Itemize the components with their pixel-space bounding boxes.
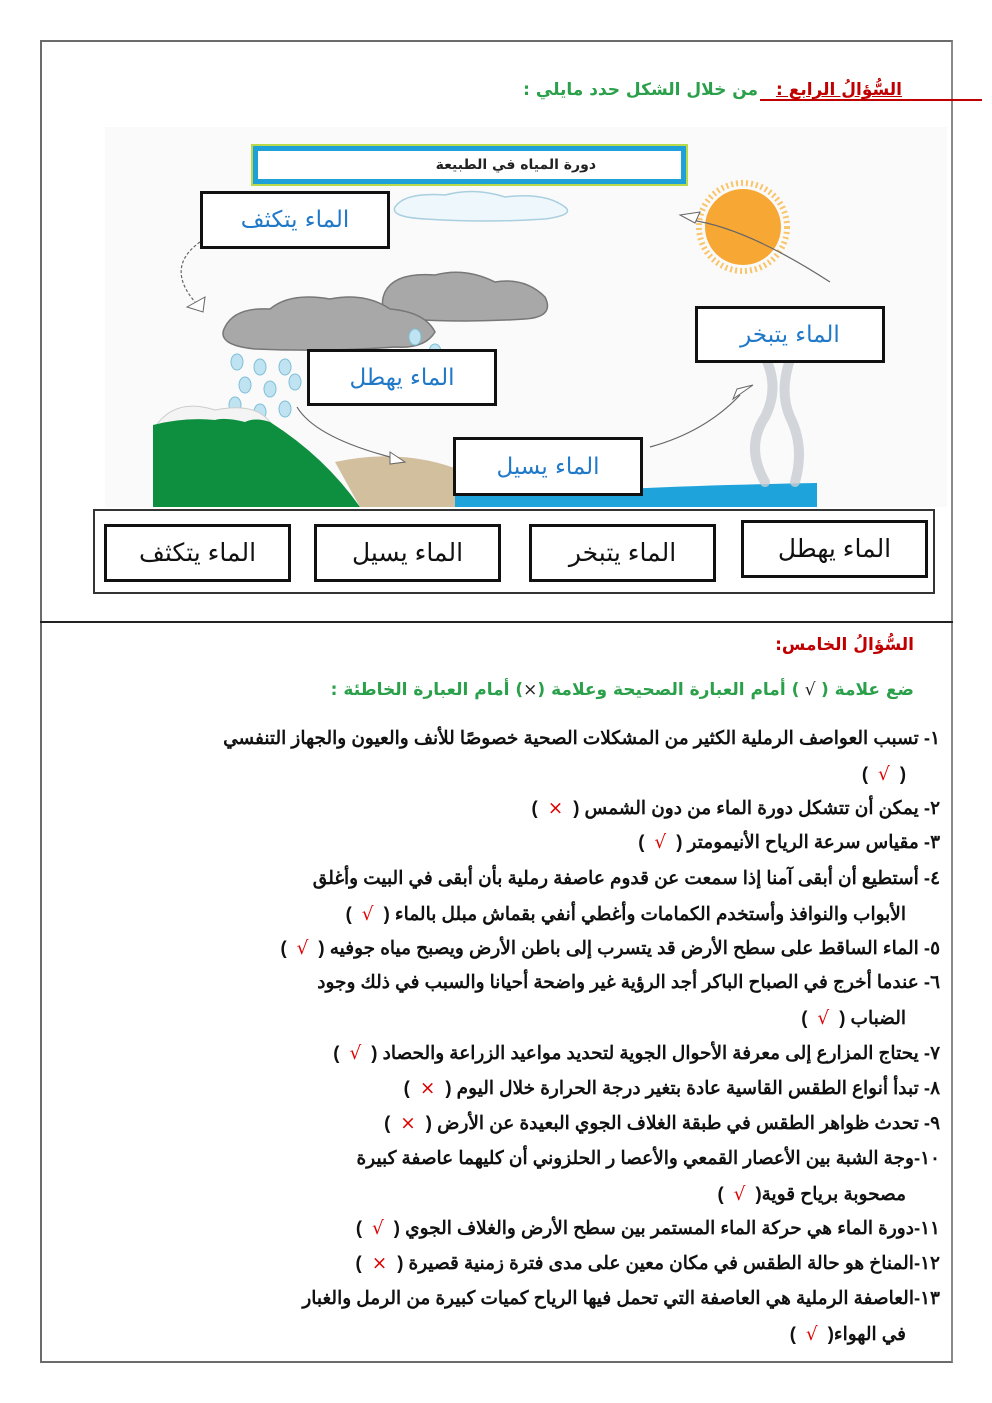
statement-text: وجة الشبة بين الأعصار القمعي والأعصا ر الحلزوني أن كليهما عاصفة كبيرة xyxy=(356,1147,914,1168)
statement-4: ٤- أستطيع أن أبقى آمنا إذا سمعت عن قدوم عاصفة رملية بأن أبقى في البيت وأغلق الأبواب والنوافذ وأستخدم الكمامات وأغطي أنفي بقماش مبلل بالماء (√) xyxy=(313,860,940,933)
arrow-runoff-icon xyxy=(297,407,390,457)
statement-text: مقياس سرعة الرياح الأنيمومتر xyxy=(687,831,919,852)
statement-text: يحتاج المزارع إلى معرفة الأحوال الجوية لتحديد مواعيد الزراعة والحصاد xyxy=(382,1042,919,1063)
word-option-runoff[interactable]: الماء يسيل xyxy=(314,524,501,582)
statement-text: أستطيع أن أبقى آمنا إذا سمعت عن قدوم عاصفة رملية بأن أبقى في البيت وأغلق xyxy=(312,867,919,888)
statement-12: ١٢-المناخ هو حالة الطقس في مكان معين على مدى فترة زمنية قصيرة (×) xyxy=(356,1245,940,1282)
statement-number: ٧- xyxy=(923,1042,940,1063)
light-cloud-icon xyxy=(394,191,567,221)
answer-mark[interactable]: √ xyxy=(361,904,374,925)
statement-number: ١٢- xyxy=(913,1252,940,1273)
statement-text-continued: في الهواء xyxy=(833,1323,906,1344)
diagram-title: دورة المياه في الطبيعة xyxy=(253,146,686,184)
statement-number: ١١- xyxy=(913,1217,940,1238)
question-4-prompt: من خلال الشكل حدد مايلي : xyxy=(523,80,759,100)
statement-text-continued: الأبواب والنوافذ وأستخدم الكمامات وأغطي أنفي بقماش مبلل بالماء xyxy=(394,903,906,924)
question-4-label: السُّؤالُ الرابع : xyxy=(776,80,902,100)
label-condensation: الماء يتكثف xyxy=(200,191,390,249)
statement-number: ٣- xyxy=(923,831,940,852)
answer-mark[interactable]: √ xyxy=(817,1008,830,1029)
word-option-precipitation[interactable]: الماء يهطل xyxy=(741,520,928,578)
label-precipitation: الماء يهطل xyxy=(307,349,497,406)
statement-11: ١١-دورة الماء هي حركة الماء المستمر بين سطح الأرض والغلاف الجوي (√) xyxy=(356,1210,940,1247)
statement-8: ٨- تبدأ أنواع الطقس القاسية عادة بتغير درجة الحرارة خلال اليوم (×) xyxy=(404,1070,940,1107)
statement-text: تسبب العواصف الرملية الكثير من المشكلات الصحية خصوصًا للأنف والعيون والجهاز التنفسي xyxy=(223,727,919,748)
section-divider xyxy=(40,621,953,623)
statement-13: ١٣-العاصفة الرملية هي العاصفة التي تحمل فيها الرياح كميات كبيرة من الرمل والغبار في الهواء(√) xyxy=(302,1280,940,1353)
statement-number: ٤- xyxy=(923,867,940,888)
mountain-icon xyxy=(153,406,360,507)
statement-text: الماء الساقط على سطح الأرض قد يتسرب إلى باطن الأرض ويصبح مياه جوفيه xyxy=(329,937,919,958)
answer-mark[interactable]: √ xyxy=(296,938,309,959)
word-bank xyxy=(93,509,935,594)
statement-answer-line: (√) xyxy=(861,763,906,785)
word-option-evaporation[interactable]: الماء يتبخر xyxy=(529,524,716,582)
statement-3: ٣- مقياس سرعة الرياح الأنيمومتر (√) xyxy=(638,824,940,861)
statement-6: ٦- عندما أخرج في الصباح الباكر أجد الرؤية غير واضحة أحيانا والسبب في ذلك وجود الضباب (√) xyxy=(317,964,940,1037)
statement-9: ٩- تحدث ظواهر الطقس في طبقة الغلاف الجوي البعيدة عن الأرض (×) xyxy=(384,1105,940,1142)
statement-text: يمكن أن تتشكل دورة الماء من دون الشمس xyxy=(584,797,919,818)
statement-text: المناخ هو حالة الطقس في مكان معين على مدى فترة زمنية قصيرة xyxy=(408,1252,914,1273)
statement-text-continued: مصحوبة برياح قوية xyxy=(761,1183,906,1204)
statement-text: تحدث ظواهر الطقس في طبقة الغلاف الجوي البعيدة عن الأرض xyxy=(437,1112,919,1133)
answer-mark[interactable]: × xyxy=(547,798,564,819)
question-5-instruction xyxy=(331,680,914,700)
statement-number: ١- xyxy=(923,727,940,748)
statement-number: ٨- xyxy=(923,1077,940,1098)
instruction-text: ) أمام العبارة الخاطئة : xyxy=(330,680,524,700)
water-cycle-diagram xyxy=(105,127,947,507)
sun-icon xyxy=(699,183,787,271)
arrow-rise-icon xyxy=(650,395,740,447)
statement-number: ٢- xyxy=(923,797,940,818)
statement-number: ٥- xyxy=(923,937,940,958)
answer-mark[interactable]: × xyxy=(400,1113,416,1134)
word-option-condensation[interactable]: الماء يتكثف xyxy=(104,524,291,582)
statement-5: ٥- الماء الساقط على سطح الأرض قد يتسرب إلى باطن الأرض ويصبح مياه جوفيه (√) xyxy=(280,930,940,967)
cross-symbol: × xyxy=(523,680,538,700)
arrow-condensation-icon xyxy=(181,242,200,302)
statement-number: ١٠- xyxy=(913,1147,940,1168)
statement-text: دورة الماء هي حركة الماء المستمر بين سطح الأرض والغلاف الجوي xyxy=(405,1217,914,1238)
statement-number: ٩- xyxy=(923,1112,940,1133)
statement-10: ١٠-وجة الشبة بين الأعصار القمعي والأعصا ر الحلزوني أن كليهما عاصفة كبيرة مصحوبة برياح قوية(√) xyxy=(357,1140,940,1213)
question-4-header xyxy=(523,80,902,100)
answer-mark[interactable]: √ xyxy=(805,1324,818,1345)
answer-mark[interactable]: √ xyxy=(733,1184,746,1205)
label-runoff: الماء يسيل xyxy=(453,437,643,496)
answer-mark[interactable]: √ xyxy=(349,1043,362,1064)
statement-text: العاصفة الرملية هي العاصفة التي تحمل فيها الرياح كميات كبيرة من الرمل والغبار xyxy=(302,1287,914,1308)
statement-1 xyxy=(223,720,940,793)
statement-text-continued: الضباب xyxy=(850,1007,906,1028)
check-symbol: √ xyxy=(799,680,821,700)
answer-mark[interactable]: √ xyxy=(371,1218,384,1239)
instruction-text: ضع علامة ( xyxy=(820,680,914,700)
answer-mark[interactable]: √ xyxy=(654,832,667,853)
steam-icon xyxy=(755,347,799,482)
statement-number: ٦- xyxy=(923,971,940,992)
statement-text: عندما أخرج في الصباح الباكر أجد الرؤية غير واضحة أحيانا والسبب في ذلك وجود xyxy=(317,971,919,992)
label-evaporation: الماء يتبخر xyxy=(695,306,885,363)
statement-number: ١٣- xyxy=(913,1287,940,1308)
instruction-text: ) أمام العبارة الصحيحة وعلامة ( xyxy=(537,680,800,700)
answer-mark[interactable]: × xyxy=(371,1253,388,1274)
question-5-label: السُّؤالُ الخامس: xyxy=(775,635,914,655)
statement-2: ٢- يمكن أن تتشكل دورة الماء من دون الشمس (×) xyxy=(532,790,940,827)
statement-7: ٧- يحتاج المزارع إلى معرفة الأحوال الجوية لتحديد مواعيد الزراعة والحصاد (√) xyxy=(333,1035,940,1072)
statement-text: تبدأ أنواع الطقس القاسية عادة بتغير درجة الحرارة خلال اليوم xyxy=(456,1077,919,1098)
rain-cloud-icon xyxy=(223,272,548,350)
answer-mark[interactable]: √ xyxy=(878,764,890,785)
answer-mark[interactable]: × xyxy=(419,1078,436,1099)
